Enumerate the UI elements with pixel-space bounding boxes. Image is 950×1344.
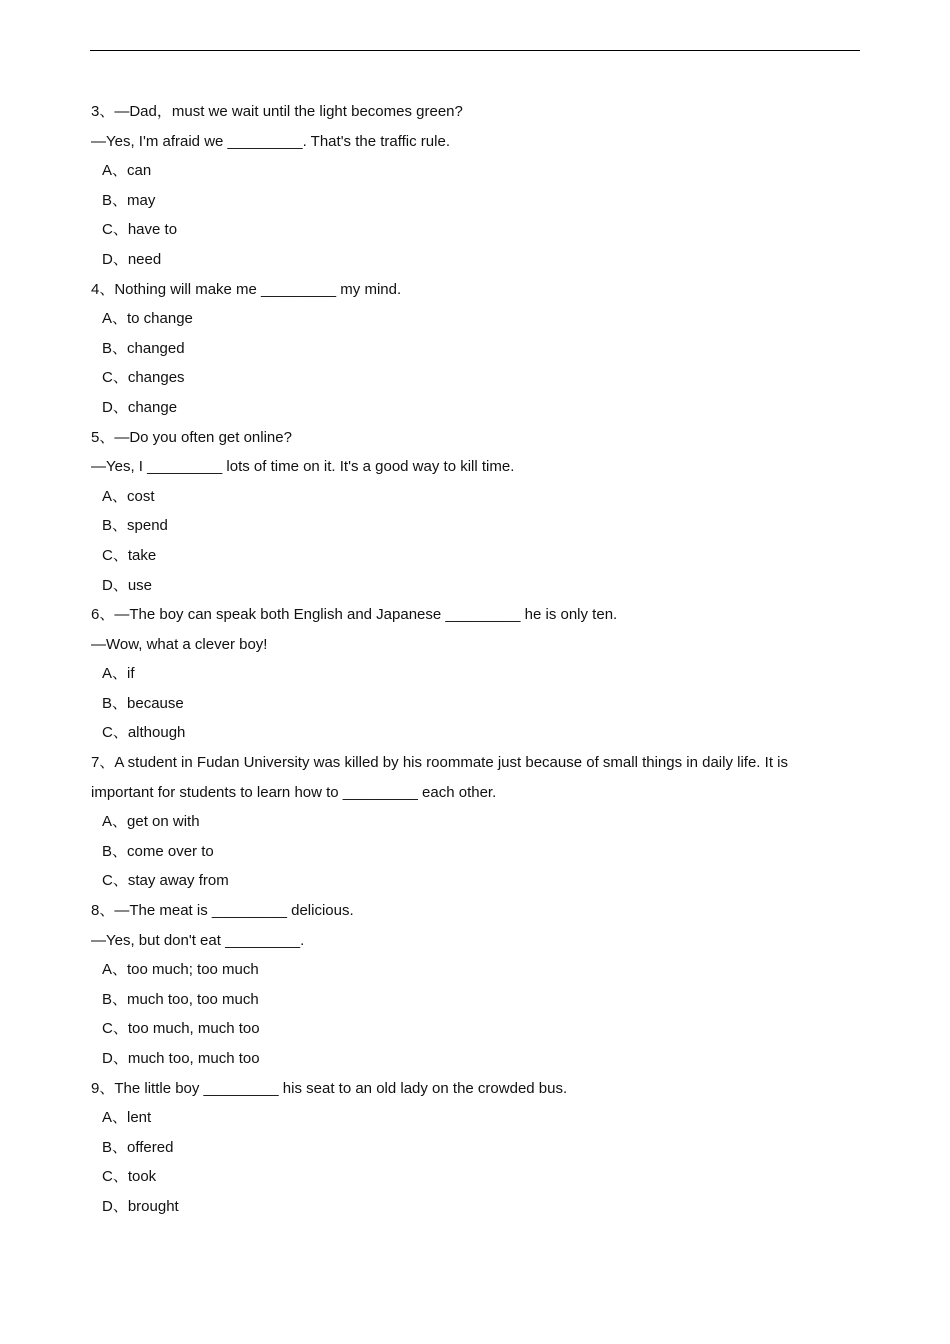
question-5-stem: 5、—Do you often get online?: [91, 428, 292, 446]
question-4-option-b: B、changed: [102, 339, 185, 357]
question-3-answer-line: —Yes, I'm afraid we _________. That's the traffic rule.: [91, 132, 450, 150]
question-7-stem-line-2: important for students to learn how to _________ each other.: [91, 783, 497, 801]
question-9: [91, 1074, 851, 1222]
question-7: [91, 748, 851, 896]
question-5: [91, 423, 851, 601]
question-3-option-c: C、have to: [102, 221, 178, 239]
question-3-option-d: D、need: [102, 250, 162, 268]
question-4: [91, 275, 851, 423]
question-9-option-d: D、brought: [102, 1197, 179, 1215]
question-9-stem: 9、The little boy _________ his seat to an old lady on the crowded bus.: [91, 1079, 568, 1097]
question-7-option-a: A、get on with: [102, 813, 200, 831]
question-5-option-d: D、use: [102, 576, 153, 594]
header-rule: [90, 50, 860, 51]
question-6: [91, 600, 851, 748]
question-8-option-a: A、too much; too much: [102, 961, 259, 979]
question-3-option-a: A、can: [102, 162, 152, 180]
question-6-option-c: C、although: [102, 724, 186, 742]
question-7-option-b: B、come over to: [102, 842, 214, 860]
question-5-option-a: A、cost: [102, 487, 155, 505]
question-8-answer-line: —Yes, but don't eat _________.: [91, 931, 305, 949]
question-4-option-d: D、change: [102, 398, 178, 416]
question-7-option-c: C、stay away from: [102, 872, 229, 890]
question-4-option-c: C、changes: [102, 369, 185, 387]
question-8-option-c: C、too much, much too: [102, 1020, 260, 1038]
question-8-option-b: B、much too, too much: [102, 990, 259, 1008]
question-5-answer-line: —Yes, I _________ lots of time on it. It's a good way to kill time.: [91, 458, 515, 476]
question-8-stem: 8、—The meat is _________ delicious.: [91, 902, 354, 920]
question-6-option-a: A、if: [102, 665, 135, 683]
question-6-option-b: B、because: [102, 694, 184, 712]
question-9-option-b: B、offered: [102, 1138, 174, 1156]
question-6-answer-line: —Wow, what a clever boy!: [91, 635, 268, 653]
question-7-stem-line-1: 7、A student in Fudan University was killed by his roommate just because of small things in daily life. It is: [91, 754, 788, 772]
question-8-option-d: D、much too, much too: [102, 1050, 260, 1067]
question-3-stem: 3、—Dad，must we wait until the light becomes green?: [91, 103, 463, 120]
question-6-stem: 6、—The boy can speak both English and Japanese _________ he is only ten.: [91, 606, 618, 624]
question-5-option-c: C、take: [102, 546, 157, 564]
question-list: [91, 97, 851, 1222]
question-3: [91, 97, 851, 275]
question-9-option-a: A、lent: [102, 1109, 152, 1127]
question-5-option-b: B、spend: [102, 517, 168, 535]
question-3-option-b: B、may: [102, 191, 156, 209]
question-8: [91, 896, 851, 1074]
question-9-option-c: C、took: [102, 1168, 157, 1186]
question-4-option-a: A、to change: [102, 310, 193, 328]
question-4-stem: 4、Nothing will make me _________ my mind.: [91, 280, 402, 298]
